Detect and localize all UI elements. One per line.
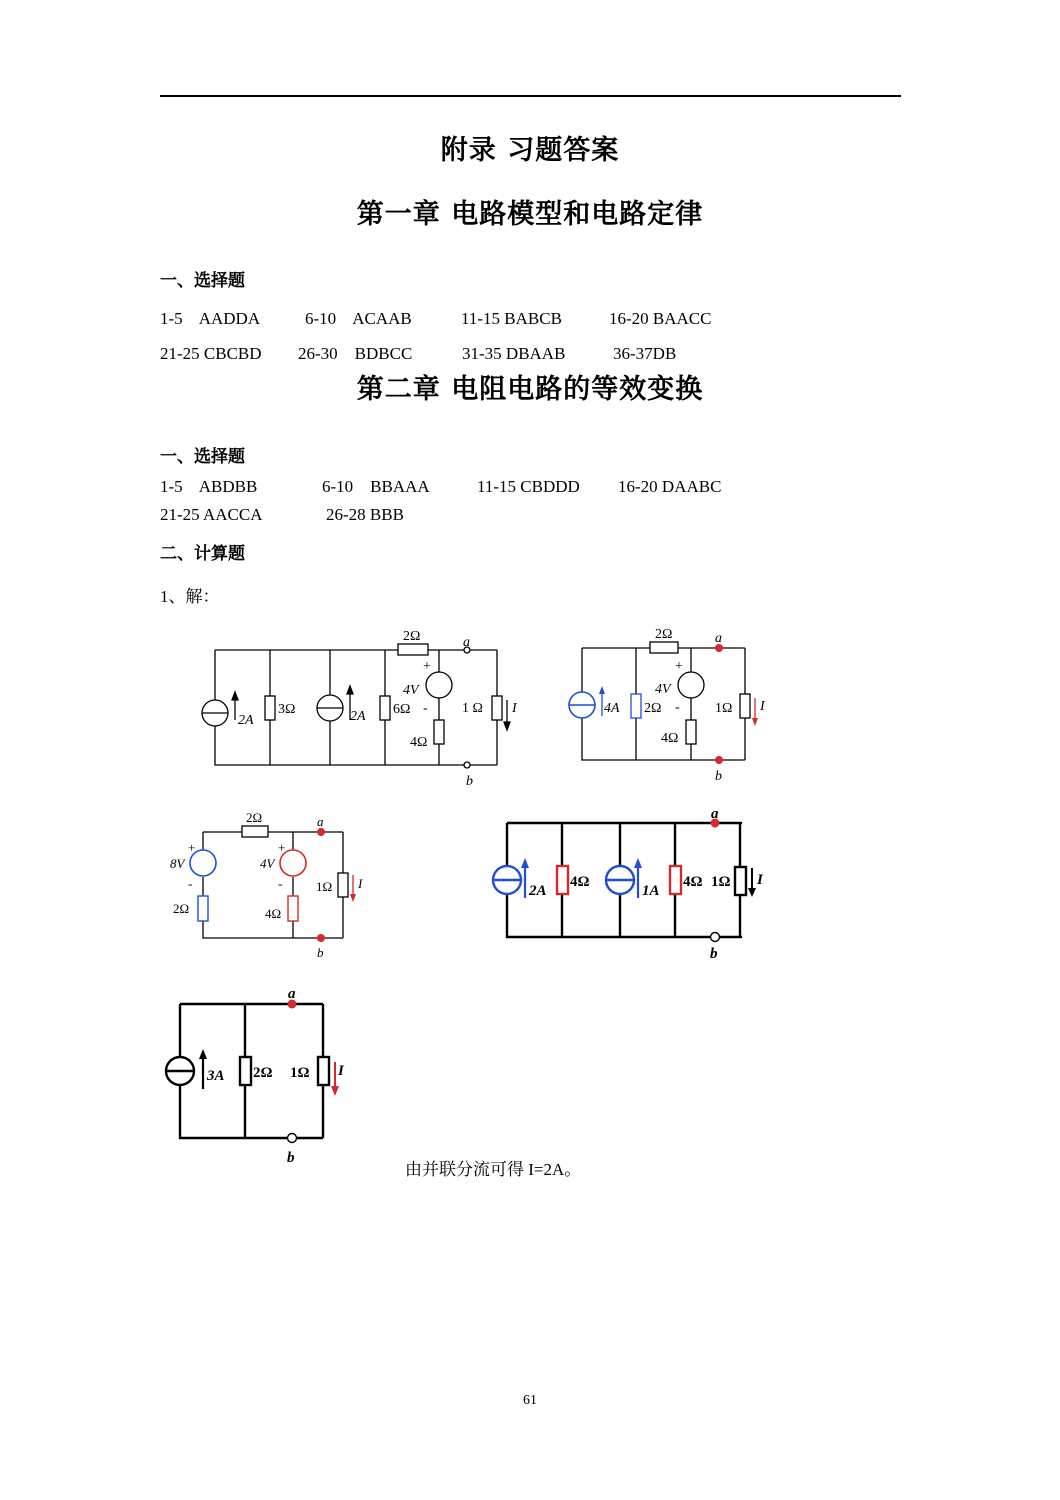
label: 4Ω [265,906,282,921]
label: + [188,840,196,855]
label: - [188,876,193,891]
label: 4Ω [410,735,428,750]
label: b [715,769,722,784]
answer-line: 11-15 BABCB [461,309,562,328]
label: 2A [529,883,547,899]
answer-line: 16-20 BAACC [609,309,712,328]
label: a [711,806,719,822]
label: b [466,774,473,789]
label: + [278,840,286,855]
chapter2-section-choice: 一、选择题 [160,447,245,467]
label: 2Ω [253,1065,273,1081]
label: 1Ω [715,701,733,716]
label: + [423,659,431,674]
label: 4Ω [683,874,703,890]
label: 2Ω [246,810,263,825]
label: 2A [350,709,366,724]
label: 8V [170,856,185,871]
label: 4Ω [661,731,679,746]
label: - [278,876,283,891]
label: 4V [655,682,671,697]
label: - [675,700,680,715]
label: a [288,986,296,1002]
chapter1-title: 第一章 电路模型和电路定律 [356,199,704,230]
label: - [423,701,428,716]
answer-line: 11-15 CBDDD [477,477,580,496]
label: b [287,1150,295,1166]
label: I [338,1063,344,1079]
answer-line: 21-25 AACCA [160,505,263,524]
chapter2-title: 第二章 电阻电路的等效变换 [356,374,704,405]
label: 3Ω [278,702,296,717]
label: + [675,659,683,674]
label: 1A [642,883,660,899]
label: b [317,945,324,960]
answer-line: 6-10 ACAAB [305,309,412,328]
page-number: 61 [523,1393,537,1408]
label: 1Ω [711,874,731,890]
label: 4A [604,701,620,716]
label: 4Ω [570,874,590,890]
label: 2Ω [655,627,673,642]
label: I [760,699,765,714]
answer-line: 6-10 BBAAA [322,477,430,496]
label: 4V [260,856,275,871]
label: 1 Ω [462,701,483,716]
label: 2A [238,713,254,728]
answer-line: 26-30 BDBCC [298,344,413,363]
label: 1Ω [290,1065,310,1081]
label: 2Ω [173,901,190,916]
label: a [317,814,324,829]
label: 2Ω [403,629,421,644]
label: a [463,635,470,650]
answer-line: 26-28 BBB [326,505,404,524]
answer-line: 31-35 DBAAB [462,344,566,363]
label: 4V [403,683,419,698]
answer-line: 16-20 DAABC [618,477,722,496]
chapter2-section-calc: 二、计算题 [160,544,245,564]
label: 3A [207,1068,225,1084]
conclusion-text: 由并联分流可得 I=2A。 [405,1160,582,1179]
label: 1Ω [316,879,333,894]
answer-line: 21-25 CBCBD [160,344,262,363]
answer-line: 1-5 AADDA [160,309,261,328]
label: I [358,876,363,891]
solution-label: 1、解： [160,587,220,606]
label: I [512,701,517,716]
label: I [757,872,763,888]
answer-line: 1-5 ABDBB [160,477,258,496]
appendix-title: 附录 习题答案 [440,135,620,166]
label: a [715,631,722,646]
label: 2Ω [644,701,662,716]
chapter1-section-choice: 一、选择题 [160,271,245,291]
answer-line: 36-37DB [613,344,677,363]
label: 6Ω [393,702,411,717]
label: b [710,946,718,962]
